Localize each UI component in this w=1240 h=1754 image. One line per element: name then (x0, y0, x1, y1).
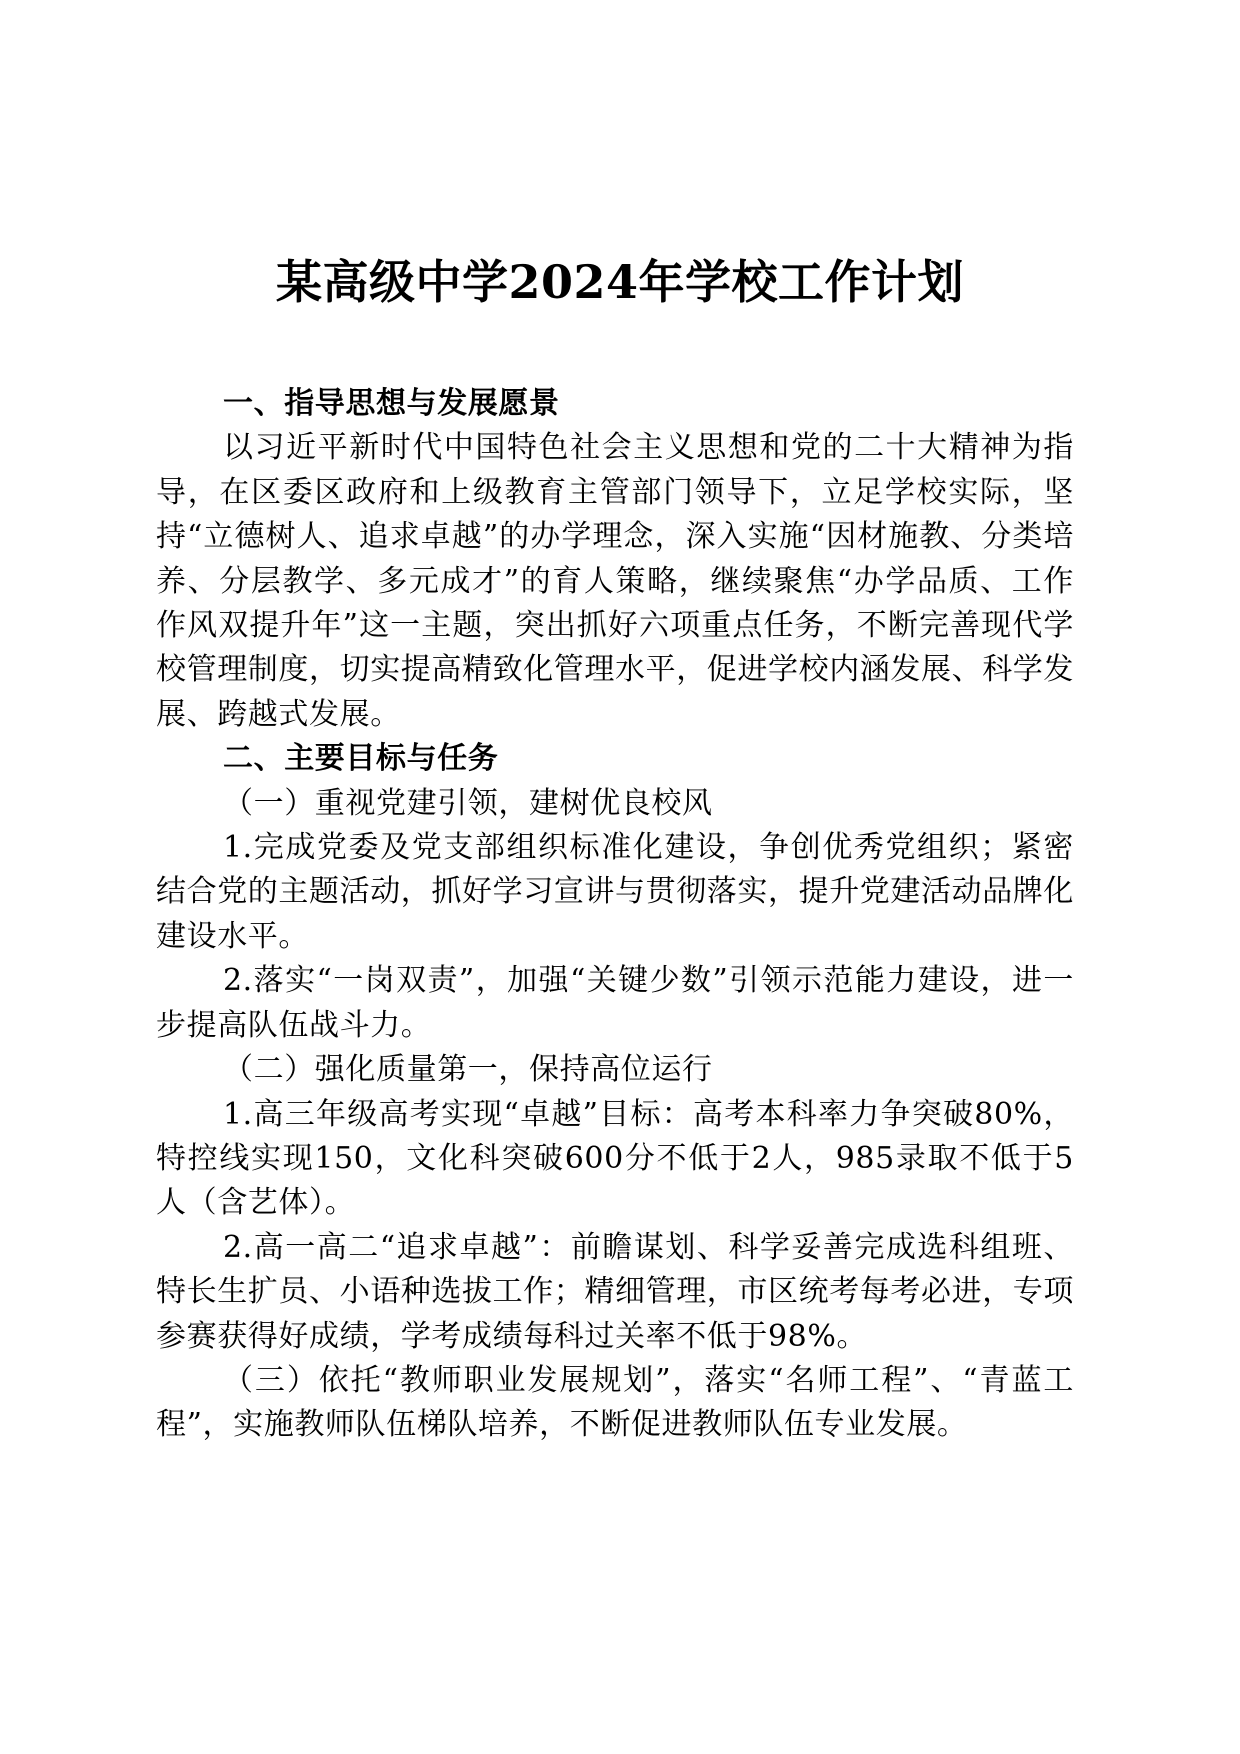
subsection-heading-quality-first: （二）强化质量第一，保持高位运行 (223, 1052, 713, 1088)
document-body (156, 382, 1074, 1448)
subsection-heading-party-building: （一）重视党建引领，建树优良校风 (223, 785, 713, 821)
list-item-quality-first-1: 1.高三年级高考实现“卓越”目标：高考本科率力争突破80%，特控线实现150，文化科突破600分不低于2人，985录取不低于5人（含艺体）。 (156, 1096, 1074, 1221)
list-item-party-building-1: 1.完成党委及党支部组织标准化建设，争创优秀党组织；紧密结合党的主题活动，抓好学习宣讲与贯彻落实，提升党建活动品牌化建设水平。 (156, 830, 1074, 954)
section-heading-goals-tasks: 二、主要目标与任务 (223, 741, 499, 777)
list-item-party-building-2: 2.落实“一岗双责”，加强“关键少数”引领示范能力建设，进一步提高队伍战斗力。 (156, 963, 1074, 1043)
list-item-quality-first-2: 2.高一高二“追求卓越”：前瞻谋划、科学妥善完成选科组班、特长生扩员、小语种选拔工作；精细管理，市区统考每考必进，专项参赛获得好成绩，学考成绩每科过关率不低于98%。 (156, 1229, 1074, 1354)
paragraph-guiding-ideology: 以习近平新时代中国特色社会主义思想和党的二十大精神为指导，在区委区政府和上级教育主管部门领导下，立足学校实际，坚持“立德树人、追求卓越”的办学理念，深入实施“因材施教、分类培养、分层教学、多元成才”的育人策略，继续聚焦“办学品质、工作作风双提升年”这一主题，突出抓好六项重点任务，不断完善现代学校管理制度，切实提高精致化管理水平，促进学校内涵发展、科学发展、跨越式发展。 (156, 430, 1074, 732)
section-heading-guiding-ideology: 一、指导思想与发展愿景 (223, 386, 560, 421)
document-title: 某高级中学2024年学校工作计划 (275, 255, 965, 309)
paragraph-teacher-development: （三）依托“教师职业发展规划”，落实“名师工程”、“青蓝工程”，实施教师队伍梯队培养，不断促进教师队伍专业发展。 (156, 1362, 1074, 1443)
